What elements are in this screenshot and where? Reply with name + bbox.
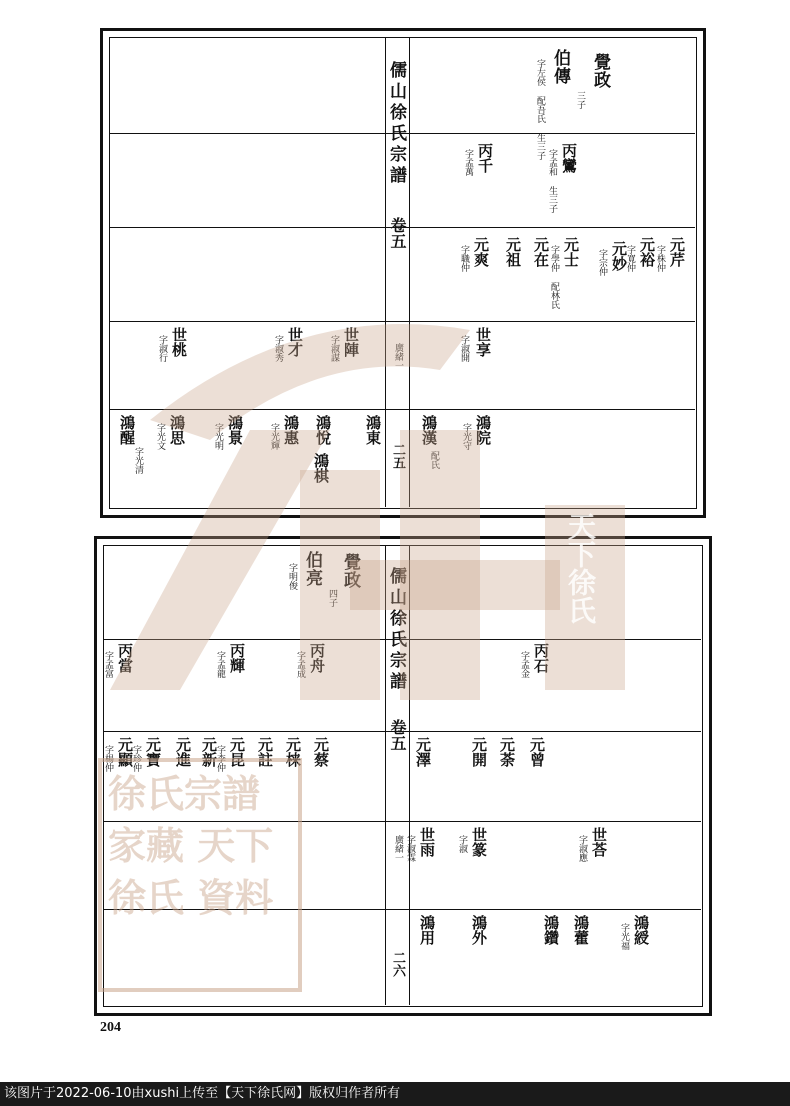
top-gen-rule-4: [109, 409, 695, 410]
top-entry-4-name: 元芹: [668, 237, 686, 267]
bottom-entry-15-name: 元開: [470, 737, 488, 767]
bottom-spine-right-rule: [409, 545, 410, 1005]
top-spine-sect: 廣緒一: [393, 343, 403, 370]
bottom-entry-20-name: 世荅: [590, 827, 608, 857]
top-entry-3-name: 丙千: [476, 143, 494, 173]
top-entry-15-note: 配氏: [429, 451, 439, 469]
top-entry-20-name: 鴻惠: [282, 415, 300, 445]
bottom-entry-13-name: 元蔡: [312, 737, 330, 767]
bottom-entry-25-note: 字光福: [619, 923, 629, 950]
top-entry-3-note: 字孟萬: [463, 149, 473, 176]
top-entry-14-note: 字淑行: [157, 335, 167, 362]
bottom-spine-title: 儒山徐氏宗譜: [386, 567, 406, 693]
footer-caption: 该图片于2022-06-10由xushi上传至【天下徐氏网】版权归作者所有: [0, 1082, 790, 1106]
top-entry-13-name: 世才: [286, 327, 304, 357]
top-entry-14-name: 世桃: [170, 327, 188, 357]
bottom-entry-18-name: 世雨: [418, 827, 436, 857]
top-entry-10-note: 字職仲: [459, 245, 469, 272]
top-spine-page-no: 二五: [390, 443, 405, 469]
top-entry-18-name: 鴻悅: [314, 415, 332, 445]
top-entry-16-name: 鴻院: [474, 415, 492, 445]
top-entry-2-name: 丙鸞: [560, 143, 578, 173]
bottom-entry-25-name: 鴻綬: [632, 915, 650, 945]
top-entry-8-name: 元在: [532, 237, 550, 267]
top-entry-6-name: 元妙: [610, 241, 628, 271]
bottom-entry-16-name: 元荼: [498, 737, 516, 767]
bottom-entry-12-name: 元梾: [284, 737, 302, 767]
top-entry-20-note: 字光輝: [269, 423, 279, 450]
bottom-entry-6-name: 元顯: [116, 737, 134, 767]
page-number: 204: [100, 1020, 121, 1035]
bottom-entry-0-name: 覺政: [340, 553, 360, 589]
top-entry-7-name: 元士: [562, 237, 580, 267]
bottom-entry-3-name: 丙輝: [228, 643, 246, 673]
bottom-entry-4-note: 字孟成: [295, 651, 305, 678]
bottom-entry-7-name: 元寶: [144, 737, 162, 767]
top-spine-juan: 卷五: [388, 217, 407, 249]
top-entry-7-note: 字學仲 配林氏: [549, 245, 559, 309]
bottom-entry-19-note: 字淑: [457, 835, 467, 853]
bottom-spine-juan: 卷五: [388, 719, 407, 751]
bottom-spine-sect: 廣緒一: [393, 835, 403, 862]
top-entry-23-note: 字光清: [133, 447, 143, 474]
bottom-entry-19-name: 世篆: [470, 827, 488, 857]
top-gen-rule-3: [109, 321, 695, 322]
bottom-entry-7-note: 字珍仲: [131, 745, 141, 772]
bottom-entry-24-name: 鴻藿: [572, 915, 590, 945]
top-spine-right-rule: [409, 37, 410, 507]
bottom-entry-21-name: 鴻用: [418, 915, 436, 945]
top-entry-10-name: 元爽: [472, 237, 490, 267]
bottom-spine-page-no: 二六: [390, 951, 405, 977]
top-entry-11-name: 世享: [474, 327, 492, 357]
top-entry-19-name: 鴻棋: [312, 453, 330, 483]
top-entry-22-name: 鴻思: [168, 415, 186, 445]
top-entry-0-name: 覺政: [590, 53, 610, 89]
top-entry-12-name: 世陣: [342, 327, 360, 357]
top-spine-title: 儒山徐氏宗譜: [386, 61, 406, 187]
top-entry-2-note: 字孟和 生三子: [547, 149, 557, 213]
top-entry-21-note: 字光明: [213, 423, 223, 450]
top-entry-0-note: 三子: [575, 91, 585, 109]
seal-watermark-text: 徐氏宗譜 家藏 天下徐氏 資料: [108, 771, 274, 920]
top-entry-6-note: 字宗仲: [597, 249, 607, 276]
bottom-entry-10-note: 字李仲: [215, 745, 225, 772]
bottom-entry-2-note: 字孟富: [103, 651, 113, 678]
top-entry-12-note: 字淑謀: [329, 335, 339, 362]
bottom-entry-10-name: 元昆: [228, 737, 246, 767]
bottom-entry-0-note: 四子: [327, 589, 337, 607]
bottom-entry-17-name: 元曾: [528, 737, 546, 767]
bottom-entry-1-note: 字明俊: [287, 563, 297, 590]
top-entry-11-note: 字淑開: [459, 335, 469, 362]
top-entry-9-name: 元祖: [504, 237, 522, 267]
bottom-entry-3-note: 字孟龍: [215, 651, 225, 678]
top-entry-21-name: 鴻景: [226, 415, 244, 445]
top-entry-23-name: 鴻醒: [118, 415, 136, 445]
top-entry-1-name: 伯傳: [550, 49, 570, 85]
top-entry-5-name: 元裕: [638, 237, 656, 267]
top-entry-1-note: 字左侯 配吾氏 生三子: [535, 59, 545, 160]
bottom-entry-4-name: 丙舟: [308, 643, 326, 673]
top-entry-13-note: 字淑秀: [273, 335, 283, 362]
bottom-entry-14-name: 元澤: [414, 737, 432, 767]
brand-watermark-text: 天下徐氏: [564, 512, 597, 624]
top-entry-16-note: 字光守: [461, 423, 471, 450]
bottom-entry-5-note: 字孟金: [519, 651, 529, 678]
bottom-entry-20-note: 字淑應: [577, 835, 587, 862]
top-entry-4-note: 字株仲: [655, 245, 665, 272]
top-entry-15-name: 鴻漢: [420, 415, 438, 445]
bottom-entry-23-name: 鴻鑽: [542, 915, 560, 945]
top-entry-5-note: 字寬仲: [625, 245, 635, 272]
bottom-entry-11-name: 元註: [256, 737, 274, 767]
bottom-entry-6-note: 字楊仲: [103, 745, 113, 772]
bottom-entry-22-name: 鴻外: [470, 915, 488, 945]
top-entry-17-name: 鴻東: [364, 415, 382, 445]
bottom-entry-1-name: 伯亮: [302, 551, 322, 587]
top-entry-22-note: 字光文: [155, 423, 165, 450]
bottom-entry-2-name: 丙當: [116, 643, 134, 673]
bottom-entry-18-note: 字淑霖: [405, 835, 415, 862]
bottom-entry-8-name: 元進: [174, 737, 192, 767]
top-page: [100, 28, 706, 518]
bottom-entry-9-name: 元新: [200, 737, 218, 767]
bottom-entry-5-name: 丙石: [532, 643, 550, 673]
